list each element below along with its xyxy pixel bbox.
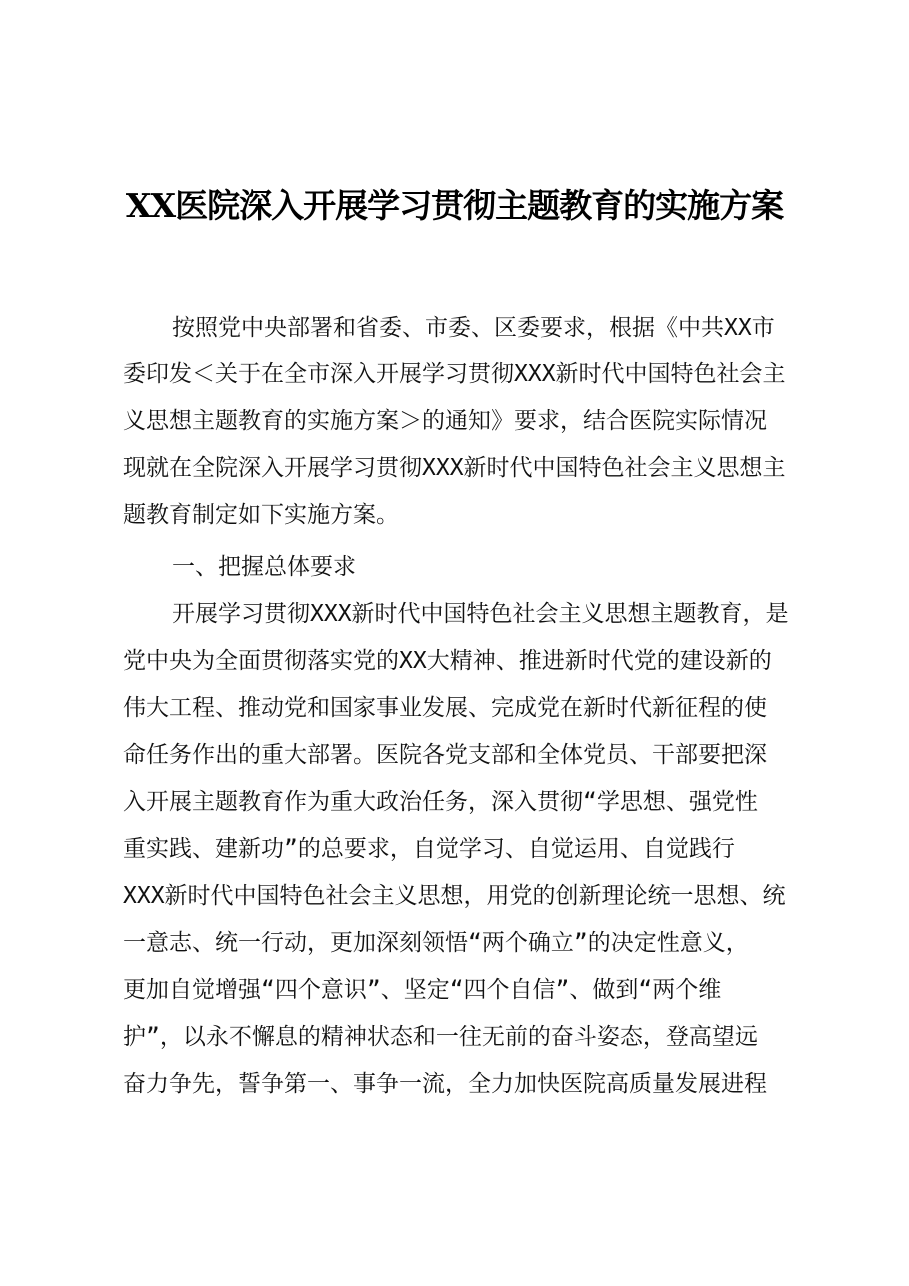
body-line: 党中央为全面贯彻落实党的XX大精神、推进新时代党的建设新的 <box>123 648 772 674</box>
body-line: 义思想主题教育的实施方案＞的通知》要求，结合医院实际情况 <box>123 408 767 434</box>
body-line: 伟大工程、推动党和国家事业发展、完成党在新时代新征程的使 <box>123 695 767 721</box>
body-line: 委印发＜关于在全市深入开展学习贯彻XXX新时代中国特色社会主 <box>123 361 786 387</box>
body-line: 开展学习贯彻XXX新时代中国特色社会主义思想主题教育，是 <box>172 601 789 627</box>
body-line: 重实践、建新功”的总要求，自觉学习、自觉运用、自觉践行 <box>123 836 735 862</box>
body-line: 入开展主题教育作为重大政治任务，深入贯彻“学思想、强党性 <box>123 789 758 815</box>
document-title: XX医院深入开展学习贯彻主题教育的实施方案 <box>125 186 784 225</box>
body-line: 命任务作出的重大部署。医院各党支部和全体党员、干部要把深 <box>123 742 767 768</box>
body-line: 现就在全院深入开展学习贯彻XXX新时代中国特色社会主义思想主 <box>123 455 786 481</box>
body-line: 一意志、统一行动，更加深刻领悟“两个确立”的决定性意义， <box>123 930 749 956</box>
body-line: 按照党中央部署和省委、市委、区委要求，根据《中共XX市 <box>172 315 775 341</box>
body-line: 护”，以永不懈息的精神状态和一往无前的奋斗姿态，登高望远 <box>123 1024 758 1050</box>
body-line: 题教育制定如下实施方案。 <box>123 502 399 528</box>
body-line: 更加自觉增强“四个意识”、坚定“四个自信”、做到“两个维 <box>123 977 722 1003</box>
body-line: 奋力争先，誓争第一、事争一流，全力加快医院高质量发展进程 <box>123 1071 767 1097</box>
section-heading: 一、把握总体要求 <box>172 554 356 580</box>
body-line: XXX新时代中国特色社会主义思想，用党的创新理论统一思想、统 <box>123 883 786 909</box>
